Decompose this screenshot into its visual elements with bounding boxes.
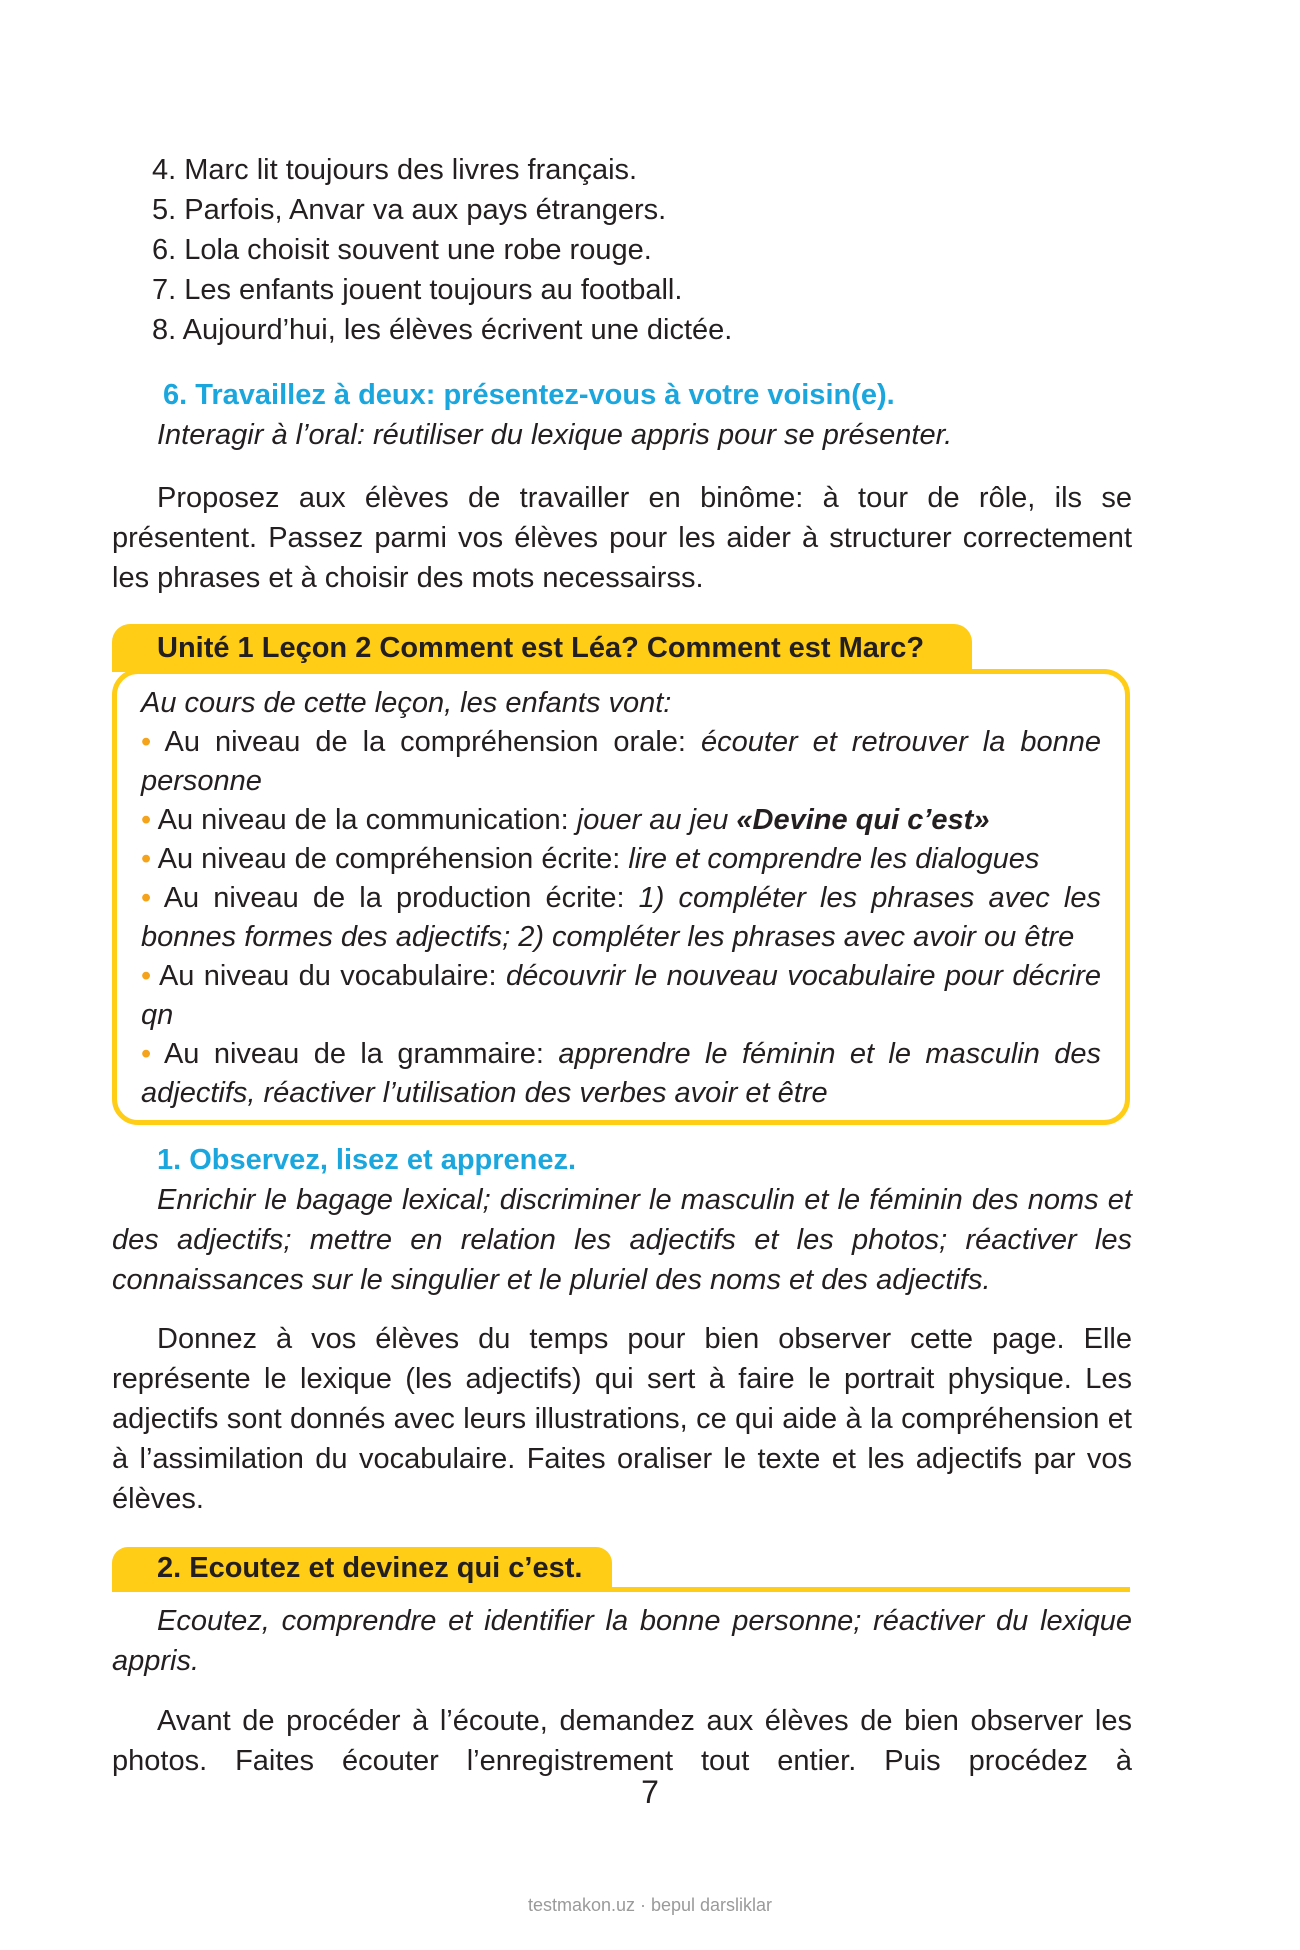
exercise-6-title: 6. Travaillez à deux: présentez-vous à votre voisin(e). (163, 379, 895, 411)
exercise-2-title-tab (112, 1547, 612, 1589)
exercise-2-objective: Ecoutez, comprendre et identifier la bonne personne; réactiver du lexique appris. (112, 1605, 1132, 1677)
objective-item: • Au niveau de compréhension écrite: lire et comprendre les dialogues (141, 843, 1040, 875)
list-item: 4. Marc lit toujours des livres français. (152, 154, 638, 186)
lesson-title-tab (112, 624, 972, 672)
bullet-icon: • (141, 1038, 152, 1070)
list-item: 5. Parfois, Anvar va aux pays étrangers. (152, 194, 667, 226)
objective-item: • Au niveau de la compréhension orale: écouter et retrouver la bonne personne (141, 726, 1101, 797)
bullet-icon: • (141, 804, 152, 836)
list-item: 6. Lola choisit souvent une robe rouge. (152, 234, 652, 266)
sentence-list (152, 150, 732, 350)
exercise-2-rule (112, 1587, 1130, 1592)
lesson-objectives-box (112, 669, 1130, 1125)
exercise-2-paragraph: Avant de procéder à l’écoute, demandez aux élèves de bien observer les photos. Faites écouter l’enregistrement tout entier. Puis procédez à (112, 1705, 1132, 1777)
exercise-1-title: 1. Observez, lisez et apprenez. (157, 1144, 577, 1176)
exercise-2-title: 2. Ecoutez et devinez qui c’est. (157, 1552, 583, 1584)
list-item: 7. Les enfants jouent toujours au football. (152, 274, 683, 306)
bullet-icon: • (141, 843, 152, 875)
lesson-title: Unité 1 Leçon 2 Comment est Léa? Comment est Marc? (157, 632, 925, 664)
exercise-6-objective: Interagir à l’oral: réutiliser du lexique appris pour se présenter. (157, 419, 953, 451)
page-number: 7 (641, 1774, 659, 1810)
objective-item: • Au niveau de la communication: jouer au jeu «Devine qui c’est» (141, 804, 990, 836)
footer-watermark: testmakon.uz · bepul darsliklar (527, 1895, 773, 1915)
exercise-1-paragraph: Donnez à vos élèves du temps pour bien observer cette page. Elle représente le lexique (les adjectifs) qui sert à faire le portrait physique. Les adjectifs sont donnés avec leurs illustrations, ce qui aide à la compréhension et à l’assimilation du vocabulaire. Faites oraliser le texte et les adjectifs par vos élèves. (112, 1323, 1132, 1515)
exercise-6-paragraph: Proposez aux élèves de travailler en binôme: à tour de rôle, ils se présentent. Passez parmi vos élèves pour les aider à structurer correctement les phrases et à choisir des mots necessairss. (112, 482, 1132, 594)
bullet-icon: • (141, 960, 152, 992)
bullet-icon: • (141, 882, 152, 914)
exercise-1-objective: Enrichir le bagage lexical; discriminer le masculin et le féminin des noms et des adjectifs; mettre en relation les adjectifs et les photos; réactiver les connaissances sur le singulier et le pluriel des noms et des adjectifs. (112, 1184, 1132, 1296)
list-item: 8. Aujourd’hui, les élèves écrivent une dictée. (152, 314, 733, 346)
objective-item: • Au niveau du vocabulaire: découvrir le nouveau vocabulaire pour décrire qn (141, 960, 1101, 1031)
objective-item: • Au niveau de la production écrite: 1) compléter les phrases avec les bonnes formes des adjectifs; 2) compléter les phrases avec avoir ou être (141, 882, 1101, 953)
lesson-intro: Au cours de cette leçon, les enfants vont: (141, 687, 672, 719)
exercise-1-block (112, 1180, 1132, 1519)
bullet-icon: • (141, 726, 152, 758)
objective-item: • Au niveau de la grammaire: apprendre le féminin et le masculin des adjectifs, réactiver l’utilisation des verbes avoir et être (141, 1038, 1101, 1109)
exercise-6-paragraph-block (112, 478, 1132, 598)
exercise-2-block (112, 1601, 1132, 1781)
